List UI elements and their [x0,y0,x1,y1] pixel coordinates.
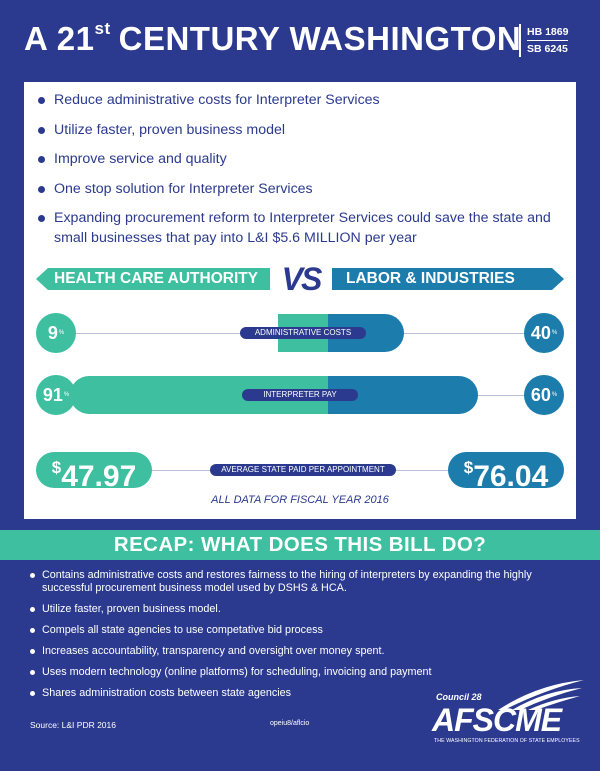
bullet-icon [38,127,45,134]
list-item: Utilize faster, proven business model. [30,603,578,616]
bullet-icon [30,691,35,696]
header [0,0,600,82]
logo-council: Council 28 [436,692,482,702]
afscme-logo [428,680,588,760]
appointment-cost-label: AVERAGE STATE PAID PER APPOINTMENT [210,464,396,476]
page-title [24,20,521,58]
title-superscript: st [94,19,111,38]
logo-subtitle: THE WASHINGTON FEDERATION OF STATE EMPLOYEES [434,738,580,744]
bullet-icon [38,186,45,193]
title-part-a: A 21 [24,20,95,57]
logo-wordmark: AFSCME [432,702,562,738]
senate-bill-number: SB 6245 [527,43,568,55]
hca-label: HEALTH CARE AUTHORITY [54,270,259,287]
benefits-list [38,90,568,258]
lni-label: LABOR & INDUSTRIES [346,270,515,287]
bullet-icon [38,97,45,104]
bullet-icon [30,607,35,612]
bill-numbers [519,24,568,57]
lni-appointment-cost: $76.04 [448,452,564,488]
list-item: Utilize faster, proven business model [38,120,568,140]
hca-appointment-cost: $47.97 [36,452,152,488]
admin-hca-value: 9% [36,313,76,353]
bullet-icon [38,156,45,163]
fiscal-year-note: ALL DATA FOR FISCAL YEAR 2016 [211,494,389,506]
list-item: Reduce administrative costs for Interpreter Services [38,90,568,110]
list-item: Improve service and quality [38,149,568,169]
appointment-cost-row [36,452,564,492]
union-bug: opeiu8/aflcio [270,720,310,727]
vs-badge: VS [270,260,332,298]
bullet-icon [30,649,35,654]
bullet-icon [30,670,35,675]
list-item: Compels all state agencies to use competative bid process [30,624,578,637]
title-part-b: CENTURY WASHINGTON [118,20,522,57]
recap-heading: RECAP: WHAT DOES THIS BILL DO? [0,530,600,560]
admin-lni-value: 40% [524,313,564,353]
admin-costs-row [36,312,564,354]
list-item: Contains administrative costs and restores fairness to the hiring of interpreters by expanding the highly successful procurement business model used by DSHS & HCA. [30,569,578,595]
house-bill-number: HB 1869 [527,24,568,41]
interpreter-pay-row [36,374,564,416]
list-item: Increases accountability, transparency and oversight over money spent. [30,645,578,658]
main-panel [24,82,576,519]
interpreter-pay-label: INTERPRETER PAY [242,389,358,401]
bullet-icon [30,573,35,578]
source-citation: Source: L&I PDR 2016 [30,720,116,730]
list-item: Expanding procurement reform to Interpreter Services could save the state and small businesses that pay into L&I $5.6 MILLION per year [38,208,568,248]
admin-costs-label: ADMINISTRATIVE COSTS [240,327,366,339]
list-item: One stop solution for Interpreter Services [38,179,568,199]
list-item: Shares administration costs between state agencies [30,687,578,700]
list-item: Uses modern technology (online platforms) for scheduling, invoicing and payment [30,666,578,679]
pay-hca-value: 91% [36,375,76,415]
vs-banner [36,261,564,297]
bullet-icon [38,215,45,222]
bullet-icon [30,628,35,633]
pay-lni-value: 60% [524,375,564,415]
